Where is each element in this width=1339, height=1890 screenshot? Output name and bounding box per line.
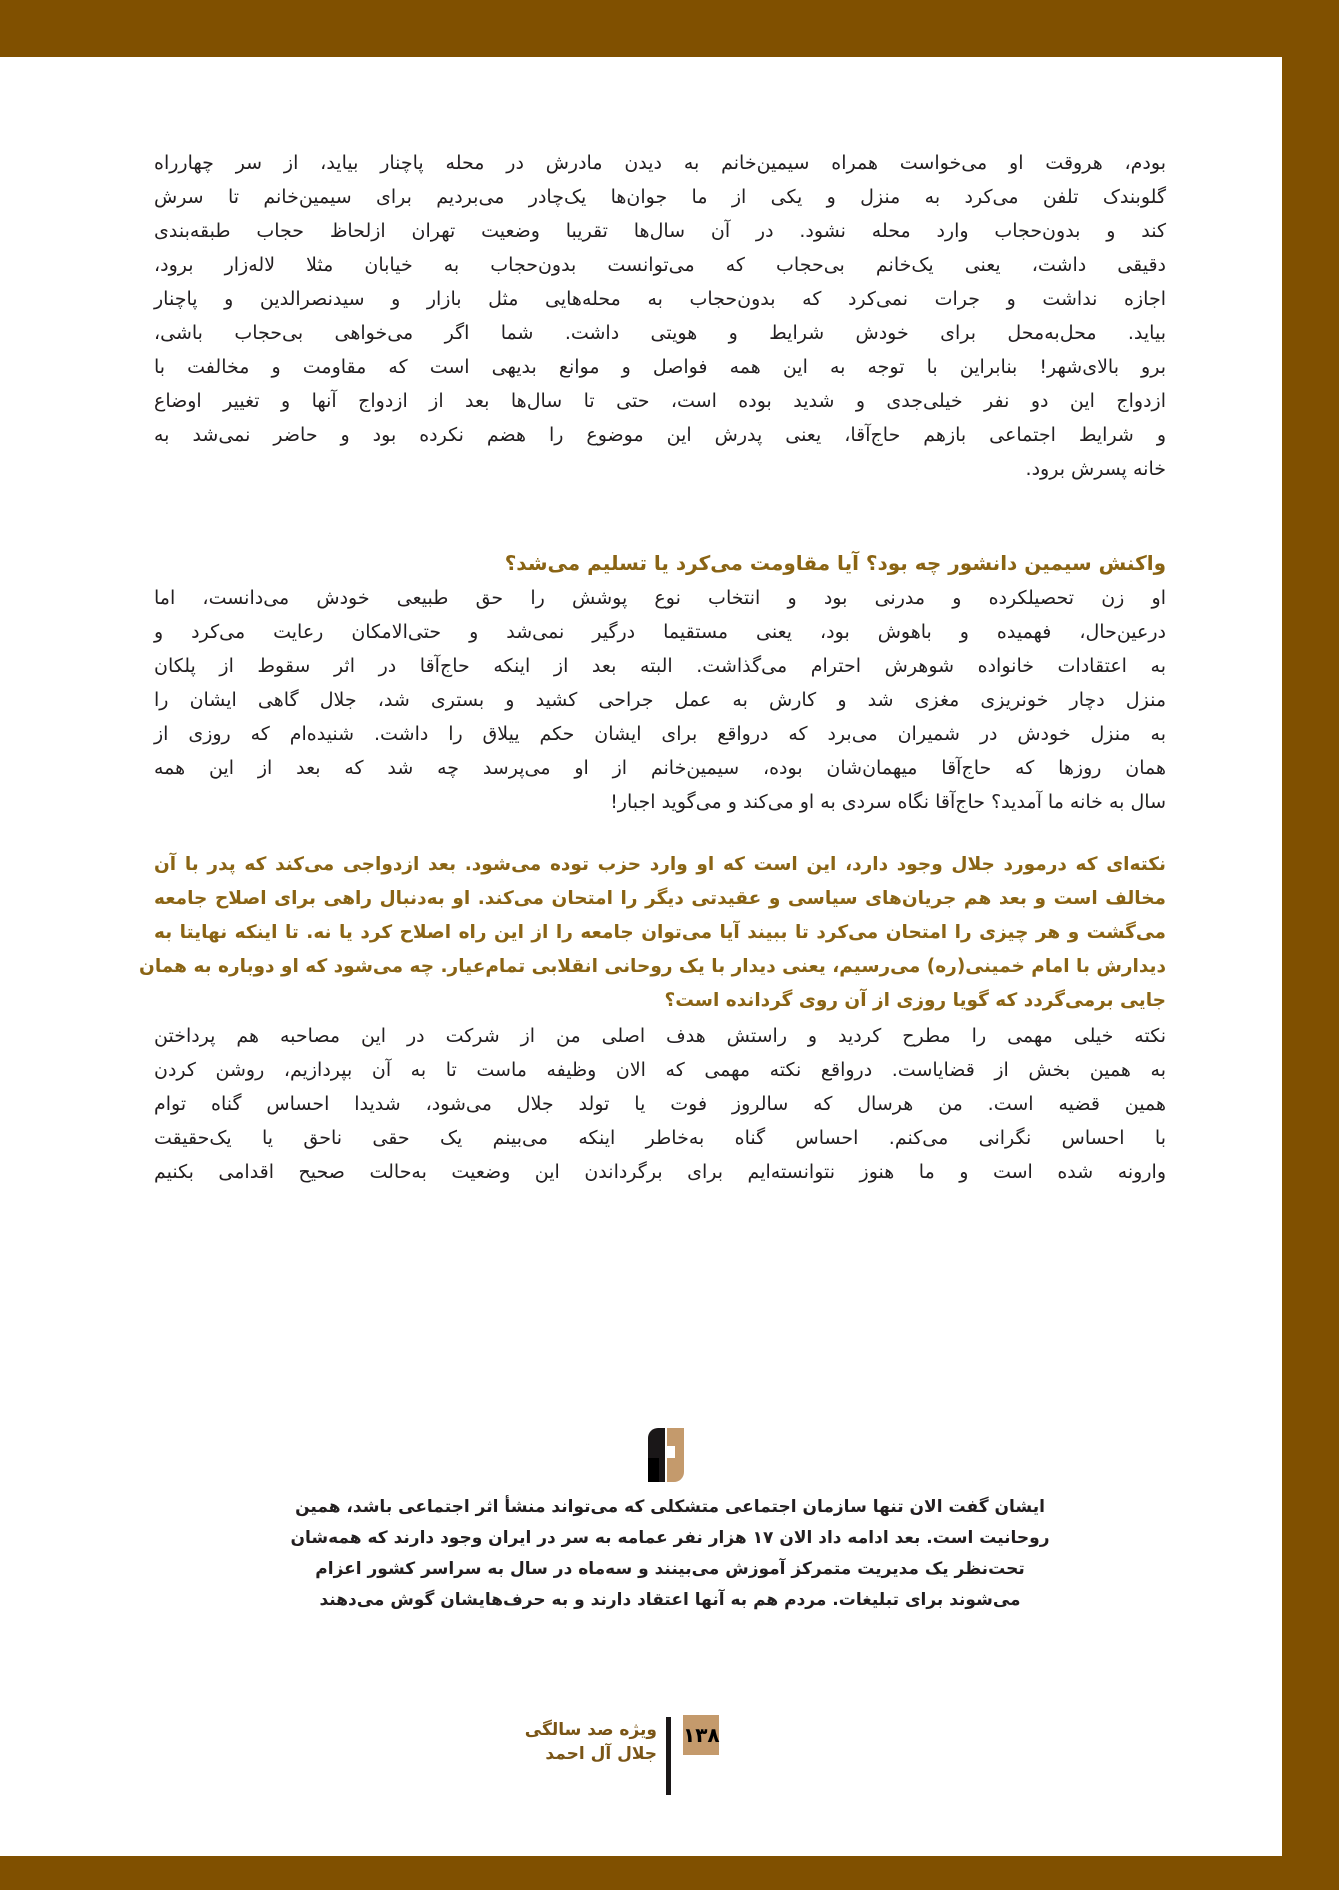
footer-line-2: جلال آل احمد — [545, 1744, 657, 1764]
text-line: به اعتقادات خانواده شوهرش احترام می‌گذاشت. البته بعد از اینکه حاج‌آقا در اثر سقوط از پلکان — [154, 655, 1166, 677]
text-line: با احساس نگرانی می‌کنم. احساس گناه به‌خاطر اینکه می‌بینم یک حقی ناحق یا یک‌حقیقت — [154, 1127, 1166, 1149]
text-line: به منزل خودش در شمیران می‌برد که درواقع برای ایشان حکم ییلاق را داشت. شنیده‌ام که روزی از — [154, 723, 1166, 745]
text-line: اجازه نداشت و جرات نمی‌کرد که بدون‌حجاب به محله‌هایی مثل بازار و سیدنصرالدین و پاچنار — [154, 288, 1166, 310]
footer-title — [420, 1718, 657, 1766]
text-line: نکته خیلی مهمی را مطرح کردید و راستش هدف اصلی من از شرکت در این مصاحبه هم پرداختن — [154, 1025, 1166, 1047]
text-line: جایی برمی‌گردد که گویا روزی از آن روی گردانده است؟ — [664, 990, 1166, 1011]
paragraph-2 — [154, 581, 1166, 819]
footer-divider — [666, 1717, 671, 1795]
text-line: گلوبندک تلفن می‌کرد به منزل و یکی از ما جوان‌ها یک‌چادر می‌بردیم برای سیمین‌خانم تا سرش — [154, 186, 1166, 208]
paragraph-1 — [154, 146, 1166, 486]
text-line: و شرایط اجتماعی بازهم حاج‌آقا، یعنی پدرش این موضوع را هضم نکرده بود و حاضر نمی‌شد به — [154, 424, 1166, 446]
page-number: ۱۳۸ — [683, 1715, 719, 1755]
pull-quote — [280, 1492, 1060, 1616]
quote-line: ایشان گفت الان تنها سازمان اجتماعی متشکلی که می‌تواند منشأ اثر اجتماعی باشد، همین — [295, 1497, 1045, 1517]
section-heading: واکنش سیمین دانشور چه بود؟ آیا مقاومت می‌کرد یا تسلیم می‌شد؟ — [504, 551, 1166, 575]
footer-line-1: ویژه صد سالگی — [524, 1720, 657, 1740]
quote-mark-icon — [648, 1428, 684, 1482]
text-line: سال به خانه ما آمدید؟ حاج‌آقا نگاه سردی به او می‌کند و می‌گوید اجبار! — [610, 791, 1166, 813]
right-border — [1282, 0, 1339, 1890]
text-line: نکته‌ای که درمورد جلال وجود دارد، این است که او وارد حزب توده می‌شود. بعد ازدواجی می‌کند که پدر با آن — [154, 854, 1166, 875]
paragraph-4 — [154, 1019, 1166, 1189]
text-line: بودم، هروقت او می‌خواست همراه سیمین‌خانم به دیدن مادرش در محله پاچنار بیاید، از سر چهارراه — [154, 152, 1166, 174]
text-line: مخالف است و بعد هم جریان‌های سیاسی و عقیدتی دیگر را امتحان می‌کند. او به‌دنبال راهی برای اصلاح جامعه — [154, 888, 1166, 909]
text-line: خانه پسرش برود. — [1025, 458, 1166, 480]
text-line: برو بالای‌شهر! بنابراین با توجه به این همه فواصل و موانع بدیهی است که مقاومت و مخالفت با — [154, 356, 1166, 378]
top-border — [0, 0, 1339, 57]
text-line: درعین‌حال، فهمیده و باهوش بود، یعنی مستقیما درگیر نمی‌شد و حتی‌الامکان رعایت می‌کرد و — [154, 621, 1166, 643]
quote-line: می‌شوند برای تبلیغات. مردم هم به آنها اعتقاد دارند و به حرف‌هایشان گوش می‌دهند — [319, 1590, 1021, 1610]
text-line: ازدواج این دو نفر خیلی‌جدی و شدید بوده است، حتی تا سال‌ها بعد از ازدواج آنها و تغییر اوضاع — [154, 390, 1166, 412]
text-line: به همین بخش از قضایاست. درواقع نکته مهمی که الان وظیفه ماست تا به آن بپردازیم، روشن کردن — [154, 1059, 1166, 1081]
text-line: همین قضیه است. من هرسال که سالروز فوت یا تولد جلال می‌شود، شدیدا احساس گناه توام — [154, 1093, 1166, 1115]
quote-line: تحت‌نظر یک مدیریت متمرکز آموزش می‌بینند و سه‌ماه در سال به سراسر کشور اعزام — [315, 1559, 1025, 1579]
text-line: دیدارش با امام خمینی(ره) می‌رسیم، یعنی دیدار با یک روحانی انقلابی تمام‌عیار. چه می‌شود که او دوباره به همان — [139, 956, 1166, 977]
text-line: وارونه شده است و ما هنوز نتوانسته‌ایم برای برگرداندن این وضعیت به‌حالت صحیح اقدامی بکنیم — [154, 1161, 1166, 1183]
text-line: بیاید. محل‌به‌محل برای خودش شرایط و هویتی داشت. شما اگر می‌خواهی بی‌حجاب باشی، — [154, 322, 1166, 344]
text-line: منزل دچار خونریزی مغزی شد و کارش به عمل جراحی کشید و بستری شد، جلال گاهی ایشان را — [154, 689, 1166, 711]
quote-line: روحانیت است. بعد ادامه داد الان ۱۷ هزار نفر عمامه به سر در ایران وجود دارند که همه‌شان — [290, 1528, 1050, 1548]
text-line: او زن تحصیلکرده و مدرنی بود و انتخاب نوع پوشش را حق طبیعی خودش می‌دانست، اما — [154, 587, 1166, 609]
text-line: کند و بدون‌حجاب وارد محله نشود. در آن سال‌ها تقریبا وضعیت تهران ازلحاظ حجاب طبقه‌بندی — [154, 220, 1166, 242]
text-line: می‌گشت و هر چیزی را امتحان می‌کرد تا ببیند آیا می‌توان جامعه را از این راه اصلاح کرد یا نه. تا اینکه نهایتا به — [154, 922, 1166, 943]
text-line: همان روزها که حاج‌آقا میهمان‌شان بوده، سیمین‌خانم از او می‌پرسد چه شد که بعد از این همه — [154, 757, 1166, 779]
text-line: دقیقی داشت، یعنی یک‌خانم بی‌حجاب که می‌توانست بدون‌حجاب به خیابان مثلا لاله‌زار برود، — [154, 254, 1166, 276]
interview-question — [139, 848, 1166, 1018]
bottom-border — [0, 1856, 1339, 1890]
